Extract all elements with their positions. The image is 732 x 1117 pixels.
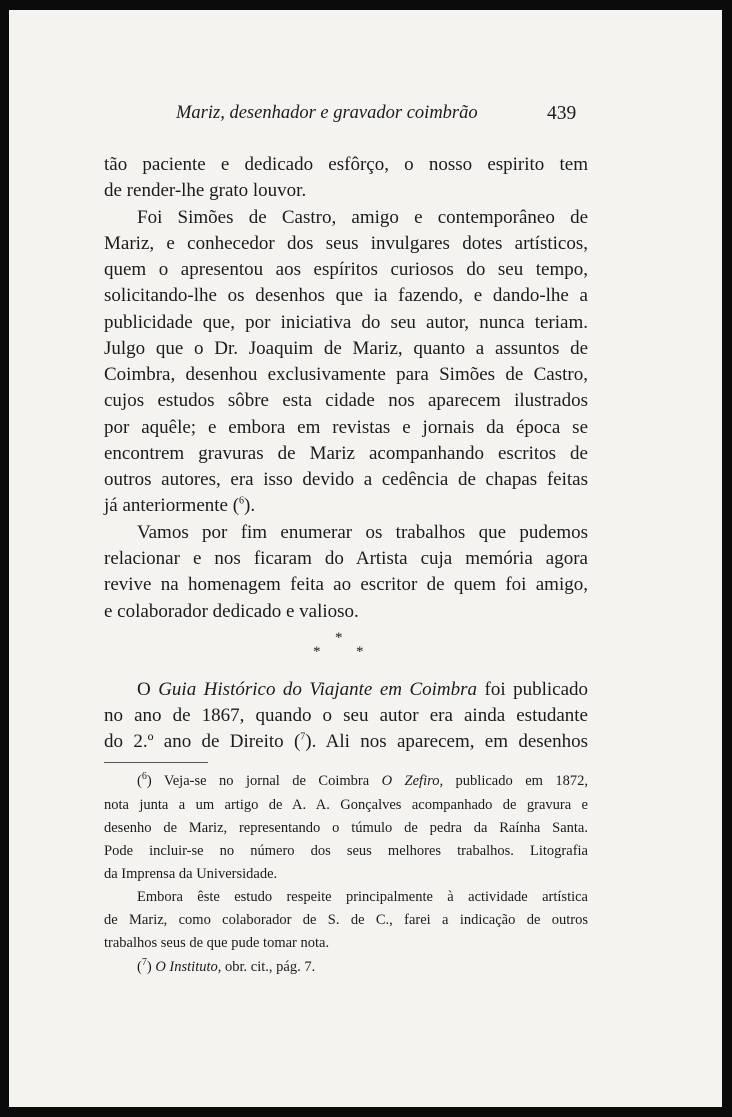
text-line: do 2.º ano de Direito ($^7$). Ali nos aparecem, em desenhos: [104, 731, 588, 752]
text-line: solicitando-lhe os desenhos que ia fazendo, e dando-lhe a: [104, 285, 588, 306]
footnote-line: desenho de Mariz, representando o túmulo de pedra da Raínha Santa.: [104, 820, 588, 836]
asterisk-glyph: *: [313, 644, 321, 660]
text-line: tão paciente e dedicado esfôrço, o nosso espirito tem: [104, 154, 588, 175]
text-line: revive na homenagem feita ao escritor de quem foi amigo,: [104, 574, 588, 595]
text-line: encontrem gravuras de Mariz acompanhando escritos de: [104, 443, 588, 464]
text-line: Julgo que o Dr. Joaquim de Mariz, quanto a assuntos de: [104, 338, 588, 359]
running-title: Mariz, desenhador e gravador coimbrão: [176, 103, 478, 123]
footnote-7: ($^7$) O Instituto, obr. cit., pág. 7.: [137, 957, 316, 975]
text-line: relacionar e nos ficaram do Artista cuja memória agora: [104, 548, 588, 569]
book-title: Guia Histórico do Viajante em Coimbra: [158, 679, 478, 700]
text-line: Foi Simões de Castro, amigo e contemporâneo de: [137, 207, 588, 228]
footnote-line: nota junta a um artigo de A. A. Gonçalves acompanhado de gravura e: [104, 797, 588, 813]
text-line: por aquêle; e embora em revistas e jornais da época se: [104, 417, 588, 438]
text-line: quem o apresentou aos espíritos curiosos do seu tempo,: [104, 259, 588, 280]
text-line: e colaborador dedicado e valioso.: [104, 601, 359, 622]
footnote-ref[interactable]: 7: [300, 731, 306, 743]
text-line: no ano de 1867, quando o seu autor era ainda estudante: [104, 705, 588, 726]
footnote-rule: [104, 762, 208, 763]
footnote-ref[interactable]: 6: [239, 495, 245, 507]
text-line: outros autores, era isso devido a cedência de chapas feitas: [104, 469, 588, 490]
footnote-6: ($^6$) Veja-se no jornal de Coimbra O Zefiro, publicado em 1872,: [137, 771, 588, 789]
page-number: 439: [547, 103, 577, 124]
footnote-line: Embora êste estudo respeite principalmente à actividade artística: [137, 889, 588, 905]
text-line: já anteriormente ($^6$).: [104, 495, 256, 516]
footnote-line: da Imprensa da Universidade.: [104, 866, 278, 882]
text-line: cujos estudos sôbre esta cidade nos aparecem ilustrados: [104, 390, 588, 411]
asterisk-glyph: *: [356, 644, 364, 660]
text-line: Mariz, e conhecedor dos seus invulgares dotes artísticos,: [104, 233, 588, 254]
footnote-line: Pode incluir-se no número dos seus melhores trabalhos. Litografia: [104, 843, 588, 859]
text-line: publicidade que, por iniciativa do seu autor, nunca teriam.: [104, 312, 588, 333]
asterisk-glyph: *: [335, 630, 343, 646]
footnote-line: trabalhos seus de que pude tomar nota.: [104, 935, 330, 951]
text-line: Coimbra, desenhou exclusivamente para Simões de Castro,: [104, 364, 588, 385]
footnote-line: de Mariz, como colaborador de S. de C., farei a indicação de outros: [104, 912, 588, 928]
text-line: de render-lhe grato louvor.: [104, 180, 307, 201]
text-line: O Guia Histórico do Viajante em Coimbra foi publicado: [137, 679, 589, 700]
text-line: Vamos por fim enumerar os trabalhos que pudemos: [137, 522, 588, 543]
